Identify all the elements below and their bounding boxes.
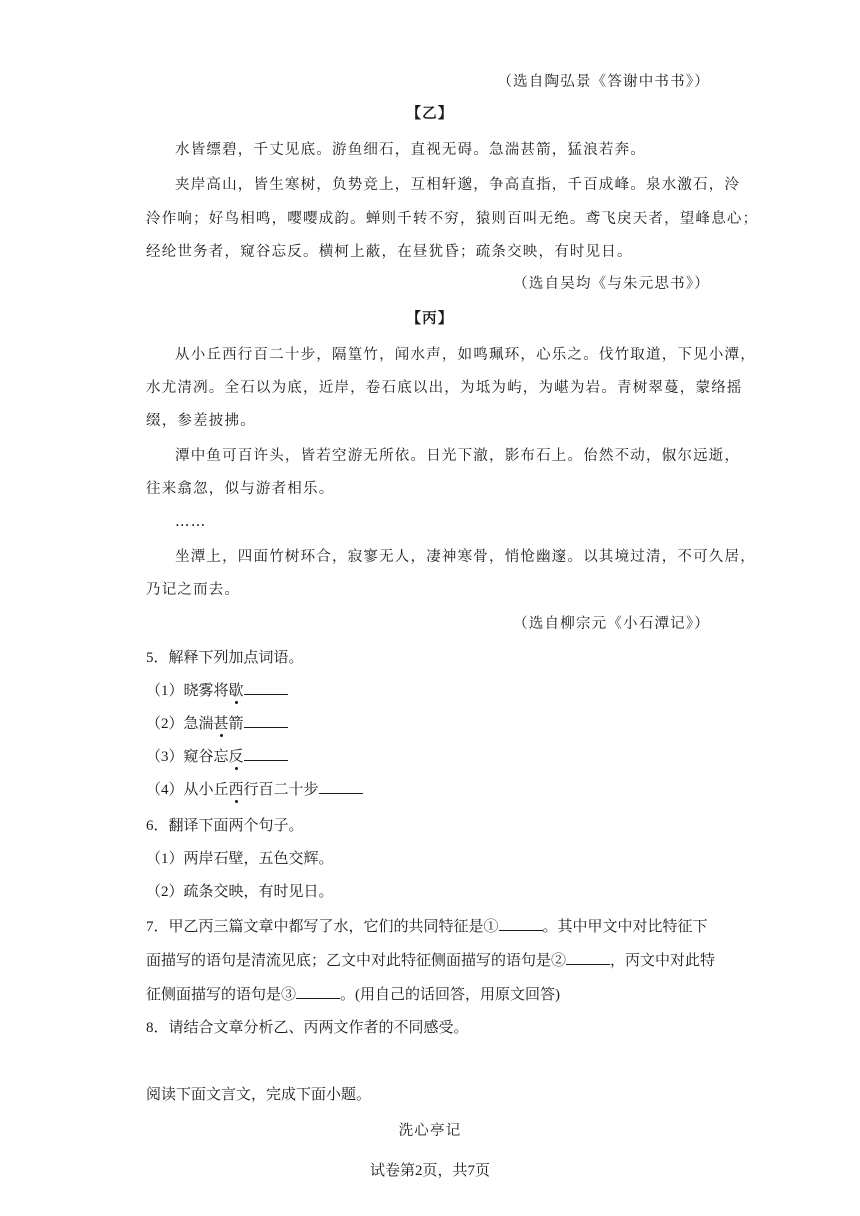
q5-item-3-answer-blank[interactable] bbox=[244, 746, 288, 761]
q7-line-1 bbox=[146, 916, 708, 937]
page-footer: 试卷第2页，共7页 bbox=[369, 1163, 490, 1179]
q7-blank-2[interactable] bbox=[566, 950, 610, 965]
q5-item-2 bbox=[146, 713, 288, 734]
q5-item-1 bbox=[146, 680, 288, 701]
q5-item-3-dotted-word: 反 bbox=[228, 749, 244, 765]
q7-blank-3[interactable] bbox=[296, 984, 340, 999]
q5-item-4-post: 行百二十步 bbox=[243, 782, 319, 798]
yi-paragraph-2-line-3: 经纶世务者，窥谷忘反。横柯上蔽，在昼犹昏；疏条交映，有时见日。 bbox=[146, 244, 633, 260]
q5-item-1-answer-blank[interactable] bbox=[244, 680, 288, 695]
q5-item-3 bbox=[146, 746, 288, 767]
yi-paragraph-1: 水皆缥碧，千丈见底。游鱼细石，直视无碍。急湍甚箭，猛浪若奔。 bbox=[175, 142, 646, 158]
jia-source: （选自陶弘景《答谢中书书》） bbox=[497, 74, 710, 90]
q5-item-4-answer-blank[interactable] bbox=[319, 779, 363, 794]
q5-item-4-dotted-word: 西 bbox=[228, 782, 244, 798]
q7-line-1-text-a: 7．甲乙丙三篇文章中都写了水，它们的共同特征是① bbox=[146, 919, 499, 935]
q7-line-3-text-a: 征侧面描写的语句是③ bbox=[146, 987, 297, 1003]
bing-paragraph-3-line-1: 坐潭上，四面竹树环合，寂寥无人，凄神寒骨，悄怆幽邃。以其境过清，不可久居， bbox=[175, 549, 756, 565]
bing-heading: 【丙】 bbox=[406, 310, 454, 327]
yi-paragraph-2-line-1: 夹岸高山，皆生寒树，负势竞上，互相轩邈，争高直指，千百成峰。泉水激石，泠 bbox=[175, 177, 741, 193]
q6-item-1: （1）两岸石壁，五色交辉。 bbox=[146, 851, 334, 867]
q5-item-1-pre: 晓雾将 bbox=[183, 683, 229, 699]
bing-paragraph-1-line-1: 从小丘西行百二十步，隔篁竹，闻水声，如鸣珮环，心乐之。伐竹取道，下见小潭， bbox=[175, 347, 756, 363]
q5-item-3-num: （3） bbox=[146, 749, 184, 765]
yi-source: （选自吴均《与朱元思书》） bbox=[513, 276, 710, 292]
q5-item-4-pre: 从小丘 bbox=[183, 782, 229, 798]
bing-paragraph-1-line-2: 水尤清冽。全石以为底，近岸，卷石底以出，为坻为屿，为嵁为岩。青树翠蔓，蒙络摇 bbox=[146, 380, 743, 396]
q5-title: 5．解释下列加点词语。 bbox=[146, 650, 304, 666]
q7-line-1-text-b: 。其中甲文中对比特征下 bbox=[542, 919, 708, 935]
q5-item-4 bbox=[146, 779, 363, 800]
q5-item-2-dotted-word: 甚 bbox=[213, 716, 229, 732]
bing-paragraph-2-line-1: 潭中鱼可百许头，皆若空游无所依。日光下澈，影布石上。佁然不动，俶尔远逝， bbox=[175, 448, 741, 464]
q7-line-2 bbox=[146, 950, 715, 971]
q5-item-2-num: （2） bbox=[146, 716, 184, 732]
bing-paragraph-1-line-3: 缀，参差披拂。 bbox=[146, 413, 256, 429]
yi-paragraph-2-line-2: 泠作响；好鸟相鸣，嘤嘤成韵。蝉则千转不穷，猿则百叫无绝。鸢飞戾天者，望峰息心； bbox=[146, 211, 759, 227]
q7-line-2-text-a: 面描写的语句是清流见底；乙文中对此特征侧面描写的语句是② bbox=[146, 953, 567, 969]
q5-item-2-pre: 急湍 bbox=[183, 716, 214, 732]
q5-item-2-answer-blank[interactable] bbox=[244, 713, 288, 728]
next-passage-intro: 阅读下面文言文，完成下面小题。 bbox=[146, 1087, 372, 1103]
bing-paragraph-2-line-2: 往来翕忽，似与游者相乐。 bbox=[146, 481, 335, 497]
q5-item-2-post: 箭 bbox=[228, 716, 244, 732]
yi-heading: 【乙】 bbox=[406, 105, 454, 122]
q5-item-1-dotted-word: 歇 bbox=[228, 683, 244, 699]
q8-title: 8．请结合文章分析乙、丙两文作者的不同感受。 bbox=[146, 1020, 469, 1036]
bing-source: （选自柳宗元《小石潭记》） bbox=[513, 616, 710, 632]
q7-line-3-text-b: 。(用自己的话回答，用原文回答) bbox=[340, 987, 561, 1003]
q7-line-2-text-b: ，丙文中对此特 bbox=[610, 953, 716, 969]
q5-item-3-pre: 窥谷忘 bbox=[183, 749, 229, 765]
q6-item-2: （2）疏条交映，有时见日。 bbox=[146, 884, 334, 900]
q6-title: 6．翻译下面两个句子。 bbox=[146, 818, 304, 834]
bing-ellipsis: …… bbox=[175, 514, 207, 530]
q7-blank-1[interactable] bbox=[499, 916, 543, 931]
q5-item-4-num: （4） bbox=[146, 782, 184, 798]
next-passage-title: 洗心亭记 bbox=[398, 1123, 462, 1139]
q5-item-1-num: （1） bbox=[146, 683, 184, 699]
bing-paragraph-3-line-2: 乃记之而去。 bbox=[146, 582, 241, 598]
q7-line-3 bbox=[146, 984, 560, 1005]
